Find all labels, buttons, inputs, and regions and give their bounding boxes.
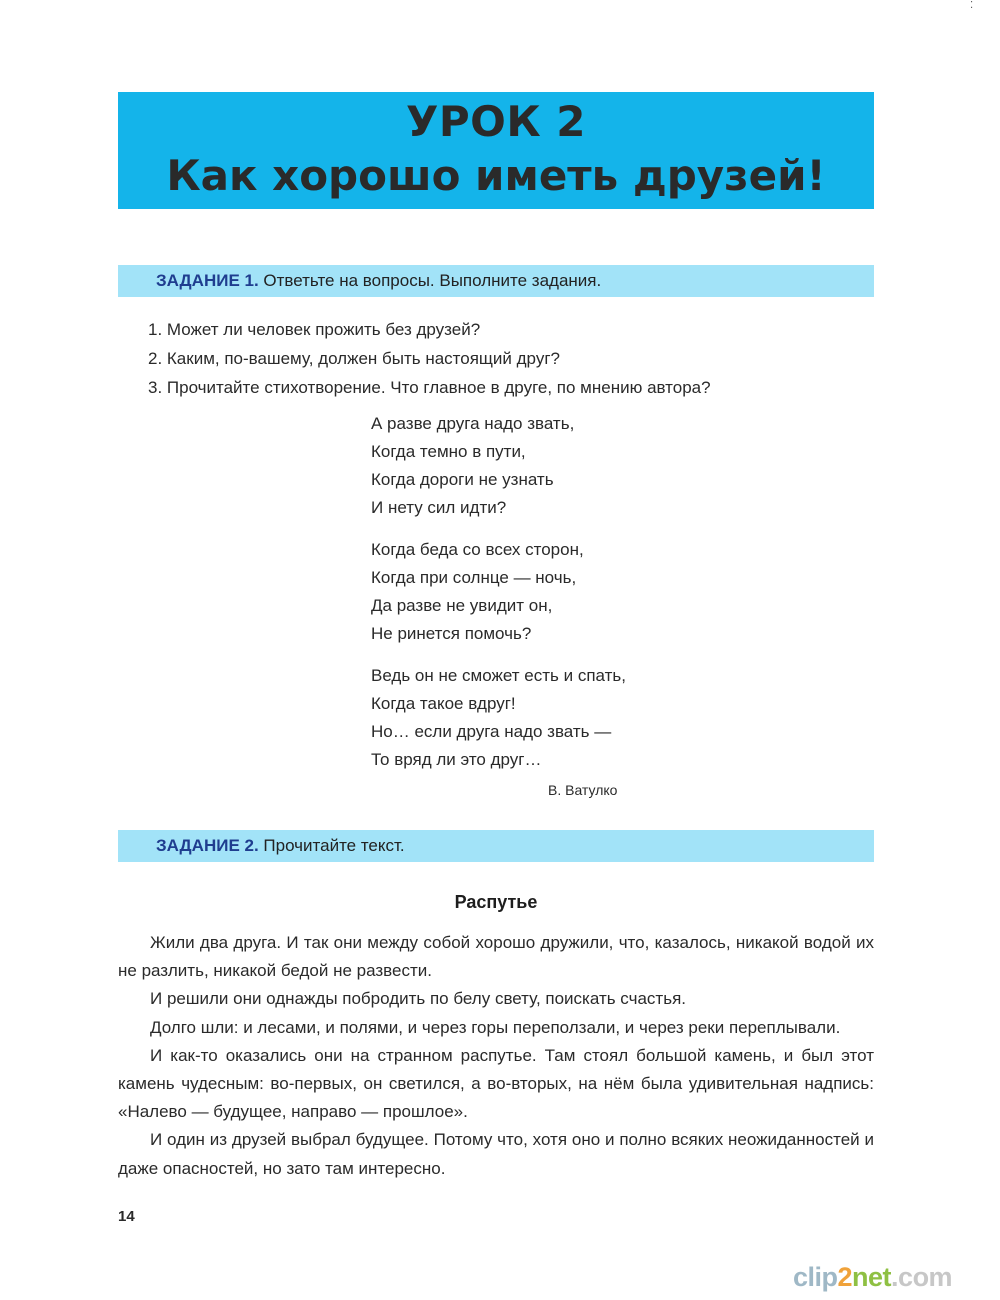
poem-line: То вряд ли это друг… bbox=[371, 750, 542, 769]
question-list bbox=[148, 315, 711, 402]
poem-line: Когда беда со всех сторон, bbox=[371, 540, 584, 559]
poem-line: Ведь он не сможет есть и спать, bbox=[371, 666, 626, 685]
poem-stanza-2 bbox=[371, 536, 584, 648]
poem-stanza-3 bbox=[371, 662, 626, 774]
task-1-number: ЗАДАНИЕ 1. bbox=[156, 271, 259, 290]
poem-stanza-1 bbox=[371, 410, 574, 522]
poem-line: Не ринется помочь? bbox=[371, 624, 532, 643]
corner-mark: ⁚ bbox=[970, 0, 974, 11]
poem-author: В. Ватулко bbox=[548, 782, 618, 798]
poem-line: Когда темно в пути, bbox=[371, 442, 526, 461]
story-title-text: Распутье bbox=[454, 892, 538, 912]
poem-line: И нету сил идти? bbox=[371, 498, 507, 517]
story-title bbox=[0, 892, 1000, 913]
poem-line: Да разве не увидит он, bbox=[371, 596, 553, 615]
lesson-title: Как хорошо иметь друзей! bbox=[166, 151, 826, 200]
question-item: 3. Прочитайте стихотворение. Что главное в друге, по мнению автора? bbox=[148, 378, 711, 397]
task-1-label bbox=[156, 265, 601, 297]
task-2-text: Прочитайте текст. bbox=[258, 836, 405, 855]
story-text bbox=[118, 929, 874, 1183]
task-2-bar bbox=[118, 830, 874, 862]
poem-line: Но… если друга надо звать — bbox=[371, 722, 612, 741]
page-number: 14 bbox=[118, 1208, 135, 1225]
story-paragraph: Долго шли: и лесами, и полями, и через горы переползали, и через реки переплывали. bbox=[150, 1017, 841, 1037]
question-item: 2. Каким, по-вашему, должен быть настоящий друг? bbox=[148, 349, 560, 368]
task-1-bar bbox=[118, 265, 874, 297]
poem-line: Когда при солнце — ночь, bbox=[371, 568, 577, 587]
lesson-title-banner bbox=[118, 92, 874, 209]
story-paragraph: Жили два друга. И так они между собой хорошо дружили, что, казалось, никакой водой их не разлить, никакой бедой не развести. bbox=[118, 933, 874, 981]
question-item: 1. Может ли человек прожить без друзей? bbox=[148, 320, 481, 339]
clip2net-watermark bbox=[793, 1262, 952, 1293]
poem-line: Когда дороги не узнать bbox=[371, 470, 554, 489]
task-2-number: ЗАДАНИЕ 2. bbox=[156, 836, 259, 855]
watermark-part: net bbox=[852, 1262, 892, 1292]
poem-line: Когда такое вдруг! bbox=[371, 694, 516, 713]
lesson-number: УРОК 2 bbox=[405, 97, 587, 146]
watermark-part: .com bbox=[891, 1262, 953, 1292]
watermark-part: clip bbox=[793, 1262, 838, 1292]
story-paragraph: И один из друзей выбрал будущее. Потому что, хотя оно и полно всяких неожиданностей и даже опасностей, но зато там интересно. bbox=[118, 1130, 874, 1178]
task-1-text: Ответьте на вопросы. Выполните задания. bbox=[258, 271, 602, 290]
watermark-part: 2 bbox=[837, 1262, 853, 1292]
story-paragraph: И как-то оказались они на странном распутье. Там стоял большой камень, и был этот камень чудесным: во-первых, он светился, а во-вторых, на нём была удивительная надпись: «Налево — будущее, направо — прошлое». bbox=[118, 1045, 874, 1122]
task-2-label bbox=[156, 830, 405, 862]
story-paragraph: И решили они однажды побродить по белу свету, поискать счастья. bbox=[150, 989, 686, 1009]
poem-line: А разве друга надо звать, bbox=[371, 414, 575, 433]
